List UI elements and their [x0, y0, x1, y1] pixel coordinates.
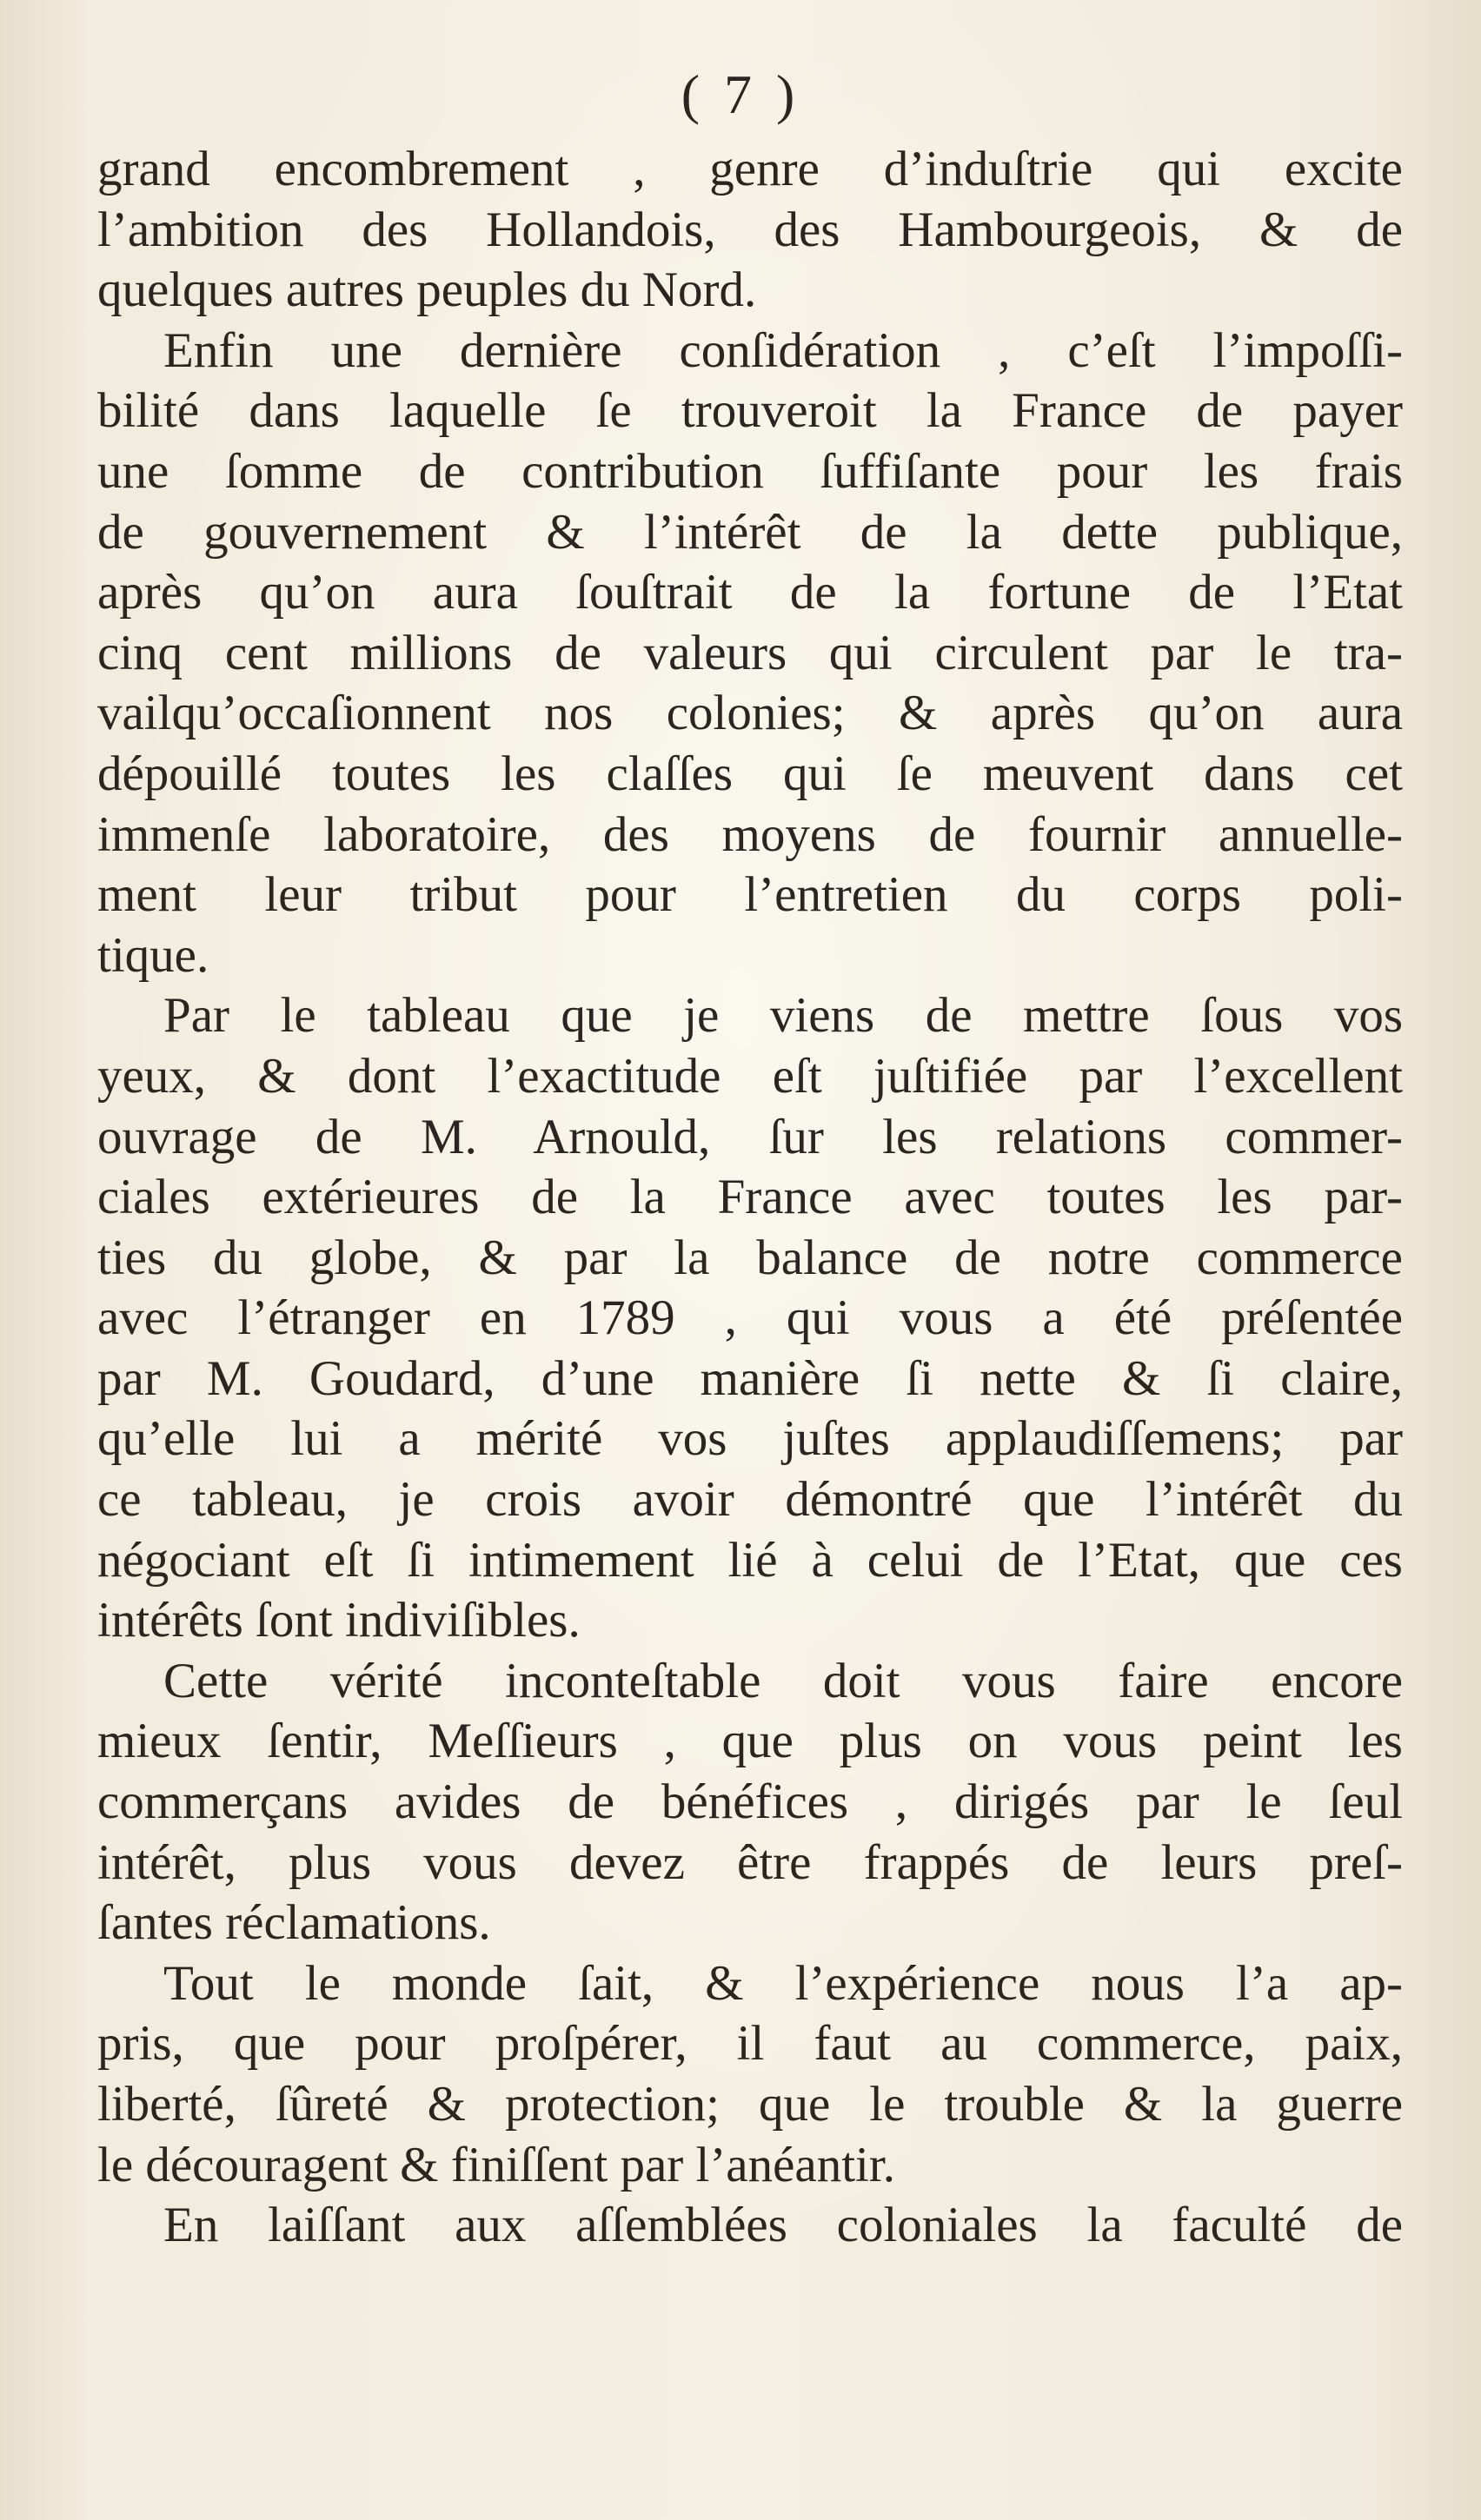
text-line: liberté, ſûreté & protection; que le trouble & la guerre: [97, 2077, 1403, 2132]
paragraph-start-line: Enfin une dernière conſidération , c’eſt l’impoſſi-: [163, 322, 1403, 378]
text-line: ties du globe, & par la balance de notre commerce: [97, 1230, 1403, 1285]
text-line: négociant eſt ſi intimement lié à celui de l’Etat, que ces: [97, 1532, 1403, 1588]
body-text: [97, 139, 1403, 2256]
text-line: après qu’on aura ſouſtrait de la fortune de l’Etat: [97, 565, 1403, 620]
paragraph-start-line: Par le tableau que je viens de mettre ſous vos: [163, 988, 1403, 1044]
text-line: quelques autres peuples du Nord.: [97, 262, 757, 318]
text-line: une ſomme de contribution ſuffiſante pour les frais: [97, 443, 1403, 499]
paragraph-start-line: Tout le monde ſait, & l’expérience nous l’a ap-: [163, 1955, 1403, 2011]
text-line: avec l’étranger en 1789 , qui vous a été préſentée: [97, 1290, 1403, 1346]
text-line: bilité dans laquelle ſe trouveroit la France de payer: [97, 383, 1403, 439]
text-line: le découragent & finiſſent par l’anéantir.: [97, 2137, 895, 2192]
text-line: immenſe laboratoire, des moyens de fournir annuelle-: [97, 806, 1403, 862]
text-line: par M. Goudard, d’une manière ſi nette & ſi claire,: [97, 1350, 1403, 1406]
text-line: l’ambition des Hollandois, des Hambourgeois, & de: [97, 202, 1403, 257]
paragraph-start-line: En laiſſant aux aſſemblées coloniales la faculté de: [163, 2198, 1403, 2253]
page-number: ( 7 ): [681, 63, 800, 125]
text-line: ment leur tribut pour l’entretien du corps poli-: [97, 867, 1403, 923]
text-line: grand encombrement , genre d’induſtrie qui excite: [97, 142, 1403, 196]
text-line: intérêts ſont indiviſibles.: [97, 1593, 581, 1648]
text-line: qu’elle lui a mérité vos juſtes applaudiſſemens; par: [97, 1411, 1403, 1467]
paragraph-start-line: Cette vérité inconteſtable doit vous faire encore: [163, 1653, 1403, 1708]
text-line: cinq cent millions de valeurs qui circulent par le tra-: [97, 625, 1403, 680]
text-line: ſantes réclamations.: [97, 1895, 491, 1951]
text-line: vailqu’occaſionnent nos colonies; & après qu’on aura: [97, 686, 1403, 741]
text-line: pris, que pour proſpérer, il faut au commerce, paix,: [97, 2016, 1403, 2072]
text-line: ouvrage de M. Arnould, ſur les relations commer-: [97, 1109, 1403, 1164]
text-line: tique.: [97, 927, 209, 983]
text-line: de gouvernement & l’intérêt de la dette publique,: [97, 504, 1403, 560]
text-line: ciales extérieures de la France avec toutes les par-: [97, 1170, 1403, 1225]
text-line: yeux, & dont l’exactitude eſt juſtifiée par l’excellent: [97, 1048, 1403, 1104]
text-line: ce tableau, je crois avoir démontré que l’intérêt du: [97, 1472, 1403, 1528]
text-line: mieux ſentir, Meſſieurs , que plus on vous peint les: [97, 1714, 1403, 1769]
text-line: commerçans avides de bénéfices , dirigés par le ſeul: [97, 1774, 1403, 1830]
text-line: dépouillé toutes les claſſes qui ſe meuvent dans cet: [97, 746, 1403, 801]
text-line: intérêt, plus vous devez être frappés de leurs preſ-: [97, 1834, 1403, 1890]
